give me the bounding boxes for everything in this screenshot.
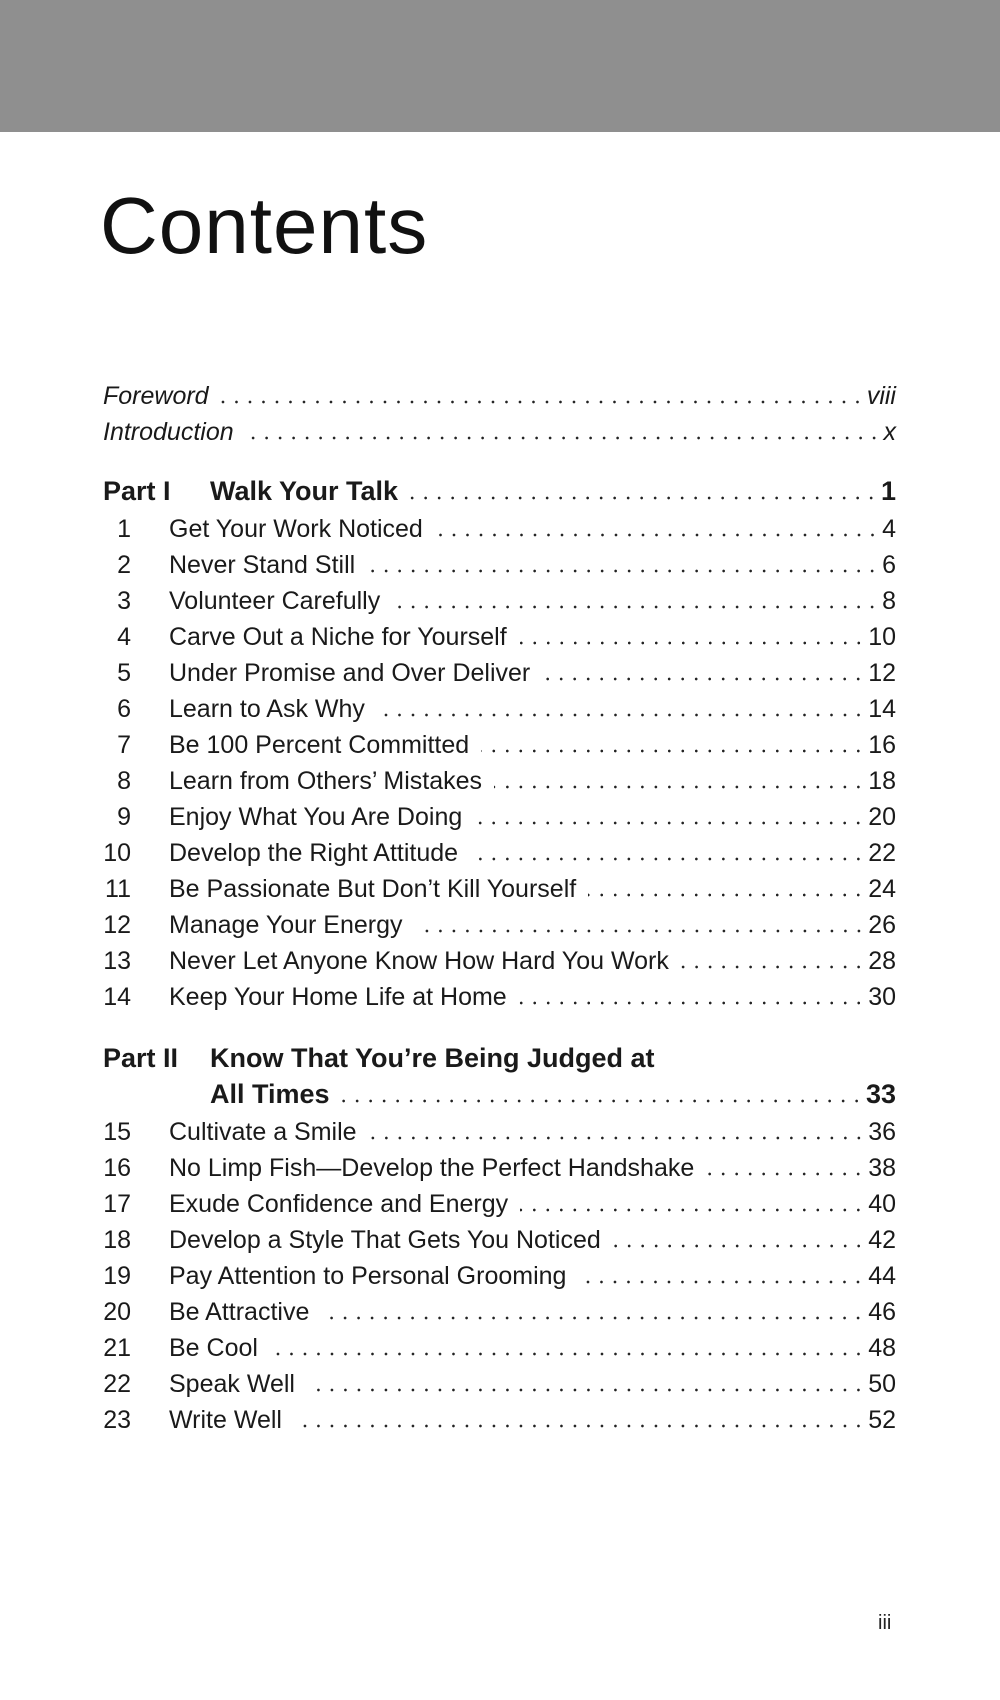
toc-chapter-entry[interactable] — [103, 871, 896, 907]
chapter-title: Be 100 Percent Committed — [169, 731, 470, 759]
chapter-title: Under Promise and Over Deliver — [169, 659, 531, 687]
header-band — [0, 0, 1000, 132]
chapter-title: Pay Attention to Personal Grooming — [169, 1262, 567, 1290]
chapter-title: Exude Confidence and Energy — [169, 1190, 509, 1218]
chapter-page: 30 — [868, 983, 896, 1011]
toc-chapter-entry[interactable] — [103, 1294, 896, 1330]
dot-leader — [542, 677, 865, 681]
chapter-title: No Limp Fish—Develop the Perfect Handshake — [169, 1154, 695, 1182]
toc-chapter-entry[interactable] — [103, 1330, 896, 1366]
part-label: Part II — [103, 1043, 179, 1073]
chapter-number: 1 — [117, 515, 131, 543]
chapter-page: 38 — [868, 1154, 896, 1182]
chapter-number: 5 — [117, 659, 131, 687]
toc-chapter-entry[interactable] — [103, 763, 896, 799]
dot-leader — [410, 496, 878, 500]
chapter-title: Never Let Anyone Know How Hard You Work — [169, 947, 669, 975]
chapter-title: Develop a Style That Gets You Noticed — [169, 1226, 601, 1254]
chapter-number: 14 — [103, 983, 131, 1011]
entry-page: x — [883, 418, 896, 446]
chapter-page: 12 — [868, 659, 896, 687]
chapter-number: 8 — [117, 767, 131, 795]
toc-chapter-entry[interactable] — [103, 583, 896, 619]
chapter-page: 52 — [868, 1406, 896, 1434]
toc-part-2-continued[interactable] — [103, 1076, 896, 1112]
chapter-number: 17 — [103, 1190, 131, 1218]
chapter-number: 18 — [103, 1226, 131, 1254]
toc-chapter-entry[interactable] — [103, 1402, 896, 1438]
dot-leader — [307, 1388, 865, 1392]
dot-leader — [519, 641, 866, 645]
chapter-title: Never Stand Still — [169, 551, 356, 579]
dot-leader — [321, 1316, 865, 1320]
dot-leader — [415, 929, 866, 933]
chapter-title: Learn from Others’ Mistakes — [169, 767, 483, 795]
chapter-page: 20 — [868, 803, 896, 831]
toc-chapter-entry[interactable] — [103, 1222, 896, 1258]
page-title: Contents — [100, 181, 429, 270]
chapter-title: Develop the Right Attitude — [169, 839, 459, 867]
part-title: Know That You’re Being Judged at — [210, 1043, 655, 1073]
chapter-page: 22 — [868, 839, 896, 867]
dot-leader — [706, 1172, 865, 1176]
chapter-number: 7 — [117, 731, 131, 759]
chapter-number: 22 — [103, 1370, 131, 1398]
part-2-chapters — [103, 1114, 896, 1438]
chapter-title: Learn to Ask Why — [169, 695, 365, 723]
part-1-chapters — [103, 511, 896, 1015]
toc-part-2[interactable] — [103, 1040, 896, 1076]
chapter-page: 50 — [868, 1370, 896, 1398]
part-title-continued: All Times — [210, 1079, 330, 1109]
chapter-page: 8 — [882, 587, 896, 615]
chapter-title: Cultivate a Smile — [169, 1118, 357, 1146]
chapter-number: 21 — [103, 1334, 131, 1362]
chapter-title: Carve Out a Niche for Yourself — [169, 623, 507, 651]
dot-leader — [613, 1244, 865, 1248]
chapter-number: 16 — [103, 1154, 131, 1182]
toc-chapter-entry[interactable] — [103, 1366, 896, 1402]
chapter-title: Enjoy What You Are Doing — [169, 803, 463, 831]
table-of-contents — [103, 378, 896, 1438]
dot-leader — [270, 1352, 865, 1356]
part-label: Part I — [103, 476, 171, 506]
dot-leader — [481, 749, 865, 753]
toc-chapter-entry[interactable] — [103, 547, 896, 583]
chapter-title: Be Attractive — [169, 1298, 310, 1326]
chapter-title: Manage Your Energy — [169, 911, 403, 939]
dot-leader — [681, 965, 865, 969]
toc-chapter-entry[interactable] — [103, 943, 896, 979]
chapter-title: Be Cool — [169, 1334, 258, 1362]
part-title: Walk Your Talk — [210, 476, 399, 506]
chapter-page: 18 — [868, 767, 896, 795]
chapter-page: 4 — [882, 515, 896, 543]
dot-leader — [578, 1280, 865, 1284]
dot-leader — [435, 533, 879, 537]
toc-chapter-entry[interactable] — [103, 907, 896, 943]
toc-chapter-entry[interactable] — [103, 835, 896, 871]
toc-chapter-entry[interactable] — [103, 619, 896, 655]
chapter-page: 14 — [868, 695, 896, 723]
chapter-page: 28 — [868, 947, 896, 975]
chapter-title: Keep Your Home Life at Home — [169, 983, 507, 1011]
toc-chapter-entry[interactable] — [103, 1258, 896, 1294]
chapter-number: 6 — [117, 695, 131, 723]
dot-leader — [588, 893, 865, 897]
chapter-page: 40 — [868, 1190, 896, 1218]
dot-leader — [369, 1136, 866, 1140]
chapter-title: Be Passionate But Don’t Kill Yourself — [169, 875, 577, 903]
chapter-number: 15 — [103, 1118, 131, 1146]
chapter-page: 36 — [868, 1118, 896, 1146]
chapter-number: 4 — [117, 623, 131, 651]
chapter-page: 16 — [868, 731, 896, 759]
dot-leader — [392, 605, 879, 609]
page-number: iii — [878, 1612, 892, 1634]
toc-entry-foreword[interactable] — [103, 378, 896, 414]
chapter-title: Get Your Work Noticed — [169, 515, 423, 543]
toc-part-1[interactable] — [103, 473, 896, 509]
chapter-number: 10 — [103, 839, 131, 867]
dot-leader — [494, 785, 865, 789]
dot-leader — [377, 713, 865, 717]
toc-chapter-entry[interactable] — [103, 727, 896, 763]
dot-leader — [520, 1208, 865, 1212]
chapter-page: 24 — [868, 875, 896, 903]
dot-leader — [294, 1424, 865, 1428]
toc-chapter-entry[interactable] — [103, 1114, 896, 1150]
chapter-page: 42 — [868, 1226, 896, 1254]
chapter-number: 11 — [105, 875, 131, 903]
dot-leader — [519, 1001, 865, 1005]
toc-chapter-entry[interactable] — [103, 979, 896, 1015]
dot-leader — [470, 857, 865, 861]
entry-page: viii — [866, 382, 896, 410]
dot-leader — [246, 436, 881, 440]
toc-chapter-entry[interactable] — [103, 1150, 896, 1186]
toc-chapter-entry[interactable] — [103, 655, 896, 691]
chapter-page: 46 — [868, 1298, 896, 1326]
toc-entry-introduction[interactable] — [103, 414, 896, 450]
entry-title: Foreword — [103, 382, 209, 410]
chapter-title: Write Well — [169, 1406, 282, 1434]
chapter-page: 48 — [868, 1334, 896, 1362]
chapter-number: 20 — [103, 1298, 131, 1326]
chapter-number: 9 — [117, 803, 131, 831]
toc-chapter-entry[interactable] — [103, 511, 896, 547]
chapter-number: 23 — [103, 1406, 131, 1434]
part-page: 1 — [880, 476, 896, 506]
part-page: 33 — [865, 1079, 896, 1109]
chapter-number: 12 — [103, 911, 131, 939]
toc-chapter-entry[interactable] — [103, 799, 896, 835]
chapter-title: Volunteer Carefully — [169, 587, 381, 615]
toc-chapter-entry[interactable] — [103, 691, 896, 727]
chapter-page: 10 — [868, 623, 896, 651]
toc-chapter-entry[interactable] — [103, 1186, 896, 1222]
chapter-page: 6 — [882, 551, 896, 579]
chapter-number: 2 — [117, 551, 131, 579]
chapter-number: 3 — [117, 587, 131, 615]
chapter-page: 26 — [868, 911, 896, 939]
chapter-number: 13 — [103, 947, 131, 975]
chapter-title: Speak Well — [169, 1370, 295, 1398]
dot-leader — [474, 821, 865, 825]
chapter-page: 44 — [868, 1262, 896, 1290]
entry-title: Introduction — [103, 418, 234, 446]
dot-leader — [221, 400, 864, 404]
chapter-number: 19 — [103, 1262, 131, 1290]
dot-leader — [342, 1099, 863, 1103]
dot-leader — [367, 569, 879, 573]
